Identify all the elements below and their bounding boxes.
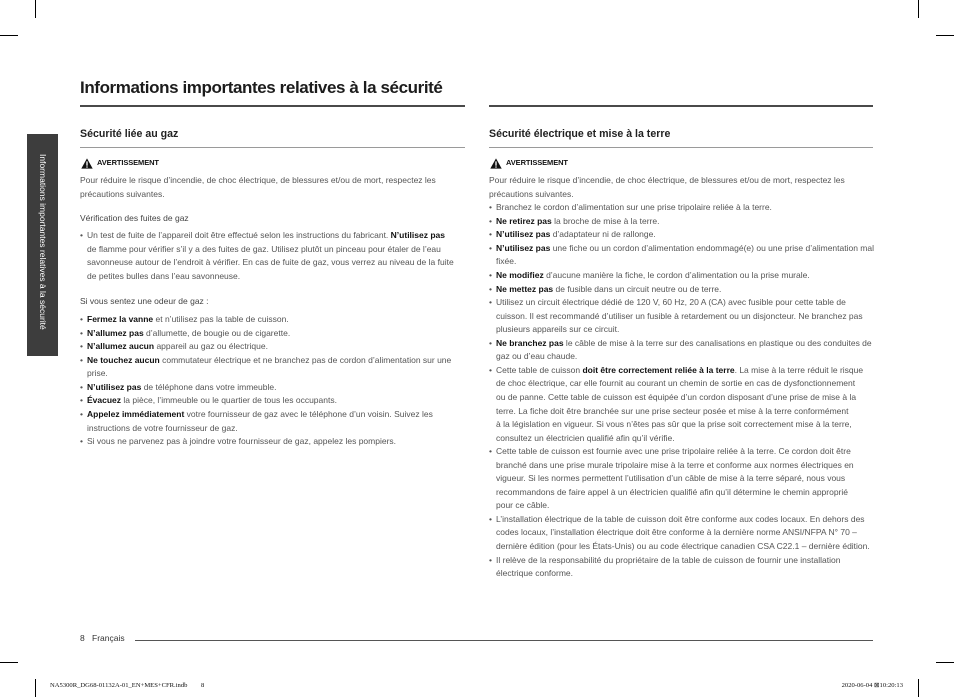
title-rule-right <box>489 105 873 107</box>
gas-warning <box>81 157 159 169</box>
item-text: Utilisez un circuit électrique dédié de 120 V, 60 Hz, 20 A (CA) avec fusible pour cette table de cuisson. Il est recommandé d’utiliser un fusible à retardement ou un disjoncteur. Ne branchez pas plusieurs appareils sur ce circuit. <box>496 297 863 335</box>
item-emphasis: N’utilisez pas <box>390 230 445 241</box>
crop-mark <box>0 662 18 663</box>
electrical-warning <box>490 157 568 169</box>
leak-check-list <box>80 229 465 283</box>
warning-triangle-icon <box>81 158 93 169</box>
list-item <box>489 337 873 364</box>
item-emphasis: N’utilisez pas <box>496 242 551 253</box>
item-emphasis: Fermez la vanne <box>87 314 154 325</box>
list-item <box>80 327 465 341</box>
side-tab <box>27 134 58 356</box>
crop-mark <box>0 35 18 36</box>
list-item <box>489 445 873 513</box>
gas-warning-intro: Pour réduire le risque d’incendie, de choc électrique, de blessures et/ou de mort, respectez les précautions suivantes. <box>80 175 436 199</box>
crop-mark <box>918 679 919 697</box>
item-emphasis: Appelez immédiatement <box>87 409 185 420</box>
item-emphasis: N’allumez pas <box>87 327 144 338</box>
page-language: Français <box>92 633 125 643</box>
item-emphasis: Ne retirez pas <box>496 215 552 226</box>
item-emphasis: Ne branchez pas <box>496 337 564 348</box>
item-emphasis: N’utilisez pas <box>87 381 142 392</box>
list-item <box>489 554 873 581</box>
list-item <box>489 215 873 229</box>
footer-rule <box>135 640 873 641</box>
list-item <box>489 228 873 242</box>
warning-triangle-icon <box>490 158 502 169</box>
leak-check-heading: Vérification des fuites de gaz <box>80 213 189 224</box>
crop-mark <box>35 679 36 697</box>
list-item <box>489 283 873 297</box>
item-text: la broche de mise à la terre. <box>551 215 660 226</box>
item-text: Si vous ne parvenez pas à joindre votre fournisseur de gaz, appelez les pompiers. <box>87 436 397 447</box>
list-item <box>489 296 873 337</box>
list-item <box>80 313 465 327</box>
crop-mark <box>936 662 954 663</box>
item-text: la pièce, l’immeuble ou le quartier de tous les occupants. <box>121 395 337 406</box>
gas-smell-heading: Si vous sentez une odeur de gaz : <box>80 296 209 307</box>
item-text: Branchez le cordon d’alimentation sur une prise tripolaire reliée à la terre. <box>496 202 772 213</box>
item-text: une fiche ou un cordon d’alimentation endommagé(e) ou une prise d’alimentation mal fixée. <box>496 242 874 267</box>
item-text: votre fournisseur de gaz avec le téléphone d’un voisin. Suivez les instructions de votre fournisseur de gaz. <box>87 409 433 433</box>
warning-label: AVERTISSEMENT <box>506 158 568 167</box>
item-text: L’installation électrique de la table de cuisson doit être conforme aux codes locaux. En dehors des codes locaux, l’installation électrique doit être conforme à la dernière norme ANSI/NFPA N° 70 – dernière édition (pour les États-Unis) ou au code électrique canadien CSA C22.1 – dernière édition. <box>496 513 870 551</box>
gas-section-heading: Sécurité liée au gaz <box>80 128 179 140</box>
item-text: le câble de mise à la terre sur des canalisations en plastique ou des conduites de gaz ou d’eau chaude. <box>496 337 872 362</box>
page-title: Informations importantes relatives à la sécurité <box>80 78 443 97</box>
crop-mark <box>918 0 919 18</box>
list-item <box>80 408 465 435</box>
item-emphasis: N’allumez aucun <box>87 341 155 352</box>
electrical-list <box>489 201 873 580</box>
electrical-warning-intro: Pour réduire le risque d’incendie, de choc électrique, de blessures et/ou de mort, respectez les précautions suivantes. <box>489 175 845 199</box>
title-rule-left <box>80 105 465 107</box>
item-text: de fusible dans un circuit neutre ou de terre. <box>553 283 722 294</box>
gas-heading-rule <box>80 147 465 148</box>
side-tab-label: Informations importantes relatives à la sécurité <box>38 154 48 330</box>
list-item <box>489 513 873 554</box>
list-item <box>80 435 465 449</box>
item-text: de téléphone dans votre immeuble. <box>141 381 277 392</box>
warning-label: AVERTISSEMENT <box>97 158 159 167</box>
item-text: commutateur électrique et ne branchez pas de cordon d’alimentation sur une prise. <box>87 354 452 379</box>
list-item <box>80 394 465 408</box>
electrical-section-heading: Sécurité électrique et mise à la terre <box>489 128 671 140</box>
item-emphasis: Ne modifiez <box>496 270 544 281</box>
list-item <box>80 381 465 395</box>
gas-smell-list <box>80 313 465 448</box>
item-text: Cette table de cuisson <box>496 364 583 375</box>
item-text: et n’utilisez pas la table de cuisson. <box>153 314 289 325</box>
item-text: . La mise à la terre réduit le risque de choc électrique, car elle fournit au courant un chemin de sortie en cas de dysfonctionnement ou de panne. Cette table de cuisson est équipée d’un cordon disposant d’une prise de mise à la terre. La fiche doit être branchée sur une prise secteur posée et mise à la terre conformément à la législation en vigueur. Si vous n’êtes pas sûr que la prise soit correctement mise à la terre, consultez un électricien qualifié afin qu’il vérifie. <box>496 364 864 443</box>
crop-mark <box>35 0 36 18</box>
item-text: appareil au gaz ou électrique. <box>154 341 268 352</box>
item-emphasis: doit être correctement reliée à la terre <box>582 364 735 375</box>
item-text: d’aucune manière la fiche, le cordon d’alimentation ou la prise murale. <box>543 270 810 281</box>
item-emphasis: Évacuez <box>87 395 122 406</box>
list-item <box>489 364 873 445</box>
item-text: Il relève de la responsabilité du propriétaire de la table de cuisson de fournir une installation électrique conforme. <box>496 554 841 579</box>
item-emphasis: N’utilisez pas <box>496 229 551 240</box>
list-item <box>80 354 465 381</box>
list-item <box>489 242 873 269</box>
electrical-heading-rule <box>489 147 873 148</box>
item-emphasis: Ne mettez pas <box>496 283 554 294</box>
item-text: Un test de fuite de l’appareil doit être effectué selon les instructions du fabricant. <box>87 230 391 241</box>
item-text: Cette table de cuisson est fournie avec une prise tripolaire reliée à la terre. Ce cordon doit être branché dans une prise murale tripolaire mise à la terre et conforme aux normes électriques en vigueur. Si les normes permettent l’utilisation d’un câble de mise à la terre séparé, nous vous recommandons de faire appel à un électricien qualifié afin qu’il détermine le chemin approprié pour ce câble. <box>496 446 854 511</box>
list-item <box>80 229 465 283</box>
item-emphasis: Ne touchez aucun <box>87 354 160 365</box>
list-item <box>489 269 873 283</box>
list-item <box>489 201 873 215</box>
list-item <box>80 340 465 354</box>
slug-timestamp: 2020-06-04 ⊠10:20:13 <box>841 682 903 689</box>
slug-page: 8 <box>201 682 205 689</box>
crop-mark <box>936 35 954 36</box>
item-text: d’adaptateur ni de rallonge. <box>550 229 656 240</box>
slug-filename: NA5300R_DG68-01132A-01_EN+MES+CFR.indb <box>50 682 188 689</box>
item-text: de flamme pour vérifier s’il y a des fuites de gaz. Utilisez plutôt un pinceau pour étaler de l’eau savonneuse autour de l’endroit à vérifier. En cas de fuite de gaz, vous verrez au niveau de la fuite de petites bulles dans l’eau savonneuse. <box>87 243 454 281</box>
item-text: d’allumette, de bougie ou de cigarette. <box>143 327 291 338</box>
page-number: 8 <box>80 633 85 643</box>
